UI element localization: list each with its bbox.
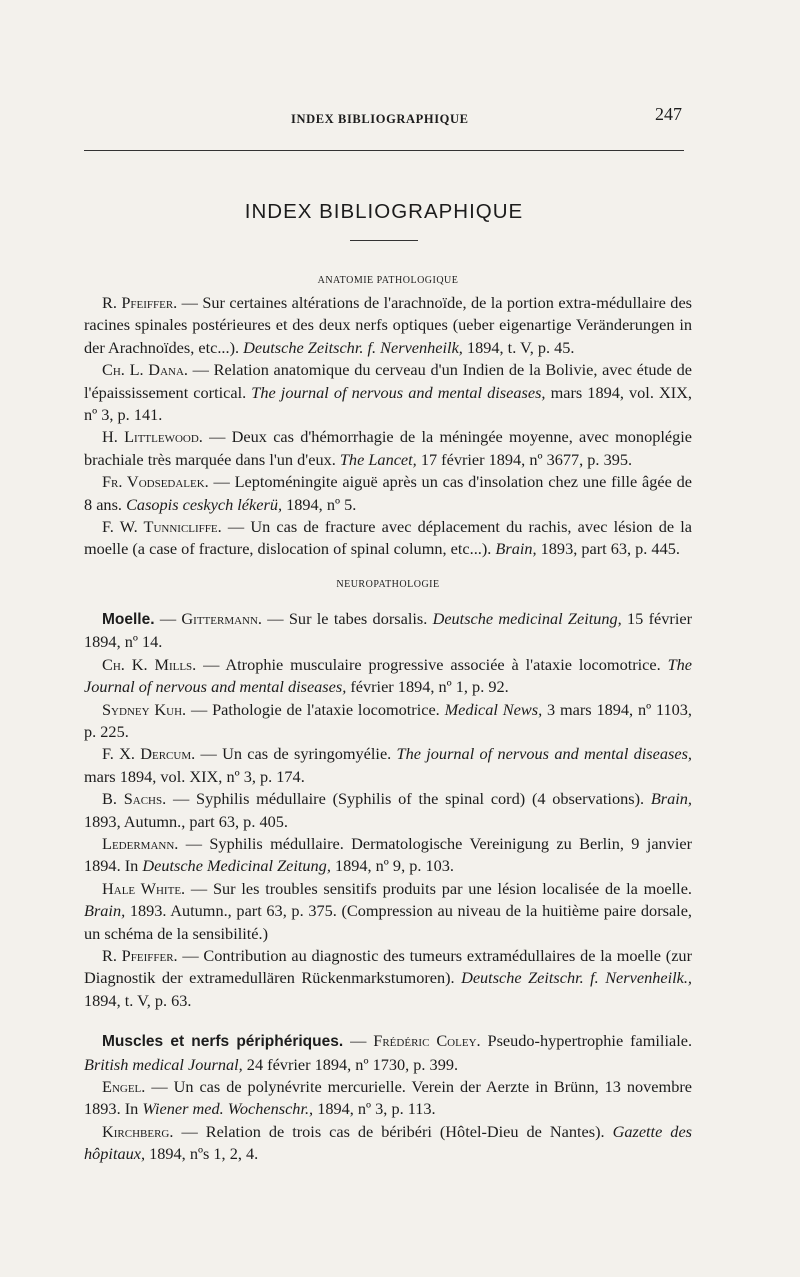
bibliography-entry [84, 516, 692, 561]
entry-ref: 1894, t. V, p. 45. [462, 337, 575, 357]
entry-journal: The journal of nervous and mental diseases, [251, 382, 546, 402]
entry-journal: The Journal of nervous and mental diseases, [84, 654, 693, 697]
bibliography-entry [84, 1121, 692, 1166]
entry-text: — Un cas de fracture avec déplacement du rachis, avec lésion de la moelle (a case of fracture, dislocation of spinal column, etc...). [84, 517, 692, 559]
entry-ref: 15 février 1894, nº 14. [84, 608, 692, 652]
entry-ref: 1893, part 63, p. 445. [536, 539, 680, 559]
bibliography-entry [84, 359, 692, 426]
entry-journal: Deutsche Medicinal Zeitung, [142, 856, 331, 876]
entry-ref: 1893. Autumn., part 63, p. 375. (Compression au niveau de la huitième paire dorsale, un schéma de la sensibilité.) [84, 901, 692, 943]
entry-text: — Atrophie musculaire progressive associée à l'ataxie locomotrice. [196, 654, 668, 674]
section-spacer [84, 1012, 692, 1030]
entry-text: — Deux cas d'hémorrhagie de la méningée moyenne, avec monoplégie brachiale très marquée dans l'un d'eux. [84, 427, 692, 469]
entry-author: B. Sachs. [102, 789, 167, 809]
entry-ref: 1894, nº 3, p. 113. [313, 1099, 436, 1119]
bibliography-entry [84, 945, 692, 1012]
bibliography-entry [84, 878, 692, 945]
entry-ref: 1894, nº 9, p. 103. [330, 856, 454, 876]
section-heading: NEUROPATHOLOGIE [336, 578, 440, 590]
bibliography-body [84, 270, 692, 1166]
entry-journal: Wiener med. Wochenschr., [142, 1099, 314, 1119]
entry-journal: British medical Journal, [84, 1054, 243, 1074]
entry-topic: Moelle. [102, 610, 155, 628]
entry-author: Hale White. [102, 878, 186, 898]
entry-author: Kirchberg. [102, 1121, 174, 1141]
entry-ref: 1893, Autumn., part 63, p. 405. [84, 811, 288, 831]
entry-ref: mars 1894, vol. XIX, nº 3, p. 174. [84, 766, 305, 786]
entry-text: — Syphilis médullaire. Dermatologische Vereinigung zu Berlin, 9 janvier 1894. In [84, 833, 692, 876]
entry-author: F. X. Dercum. [102, 744, 196, 764]
entry-text: — Contribution au diagnostic des tumeurs extramédullaires de la moelle (zur Diagnostik der extramedullären Rückenmarkstumoren). [84, 945, 692, 988]
entry-text: — Pathologie de l'ataxie locomotrice. [186, 699, 445, 719]
title-rule [350, 240, 418, 241]
section-spacer [84, 596, 692, 608]
entry-journal: Brain, [650, 789, 693, 809]
entry-author: Ledermann. [102, 833, 179, 853]
section-spacer [84, 561, 692, 574]
bibliography-entry [84, 743, 692, 788]
bibliography-entry [84, 654, 692, 699]
bibliography-entry [84, 699, 692, 744]
entry-journal: Deutsche Zeitschr. f. Nervenheilk., [461, 968, 692, 988]
entry-text: — Sur les troubles sensitifs produits par une lésion localisée de la moelle. [185, 878, 692, 898]
entry-text: — Syphilis médullaire (Syphilis of the spinal cord) (4 observations). [166, 789, 651, 809]
section-heading: ANATOMIE PATHOLOGIQUE [317, 275, 459, 286]
entry-journal: Brain, [84, 901, 126, 921]
entry-author: — Frédéric Coley. [343, 1031, 481, 1051]
entry-author: Fr. Vodsedalek. [102, 472, 209, 492]
bibliography-entry [84, 1030, 692, 1076]
bibliography-entry [84, 1076, 692, 1121]
entry-journal: Casopis ceskych lékerü, [126, 494, 283, 514]
entry-journal: Brain, [495, 539, 537, 559]
entry-journal: Gazette des hôpitaux, [84, 1121, 693, 1164]
bibliography-entry [84, 608, 692, 654]
entry-text: — Leptoméningite aiguë après un cas d'insolation chez une fille âgée de 8 ans. [84, 472, 693, 514]
entry-text: — Relation anatomique du cerveau d'un Indien de la Bolivie, avec étude de l'épaississement cortical. [84, 360, 692, 402]
entry-author: Ch. K. Mills. [102, 654, 197, 674]
entry-text: — Un cas de syringomyélie. [195, 744, 397, 764]
header-rule [84, 150, 684, 151]
entry-text: — Relation de trois cas de béribéri (Hôtel-Dieu de Nantes). [173, 1121, 613, 1141]
entry-ref: 24 février 1894, nº 1730, p. 399. [242, 1054, 459, 1074]
entry-ref: 1894, t. V, p. 63. [84, 990, 192, 1010]
entry-text: Pseudo-hypertrophie familiale. [480, 1031, 693, 1051]
entry-ref: février 1894, nº 1, p. 92. [346, 677, 509, 697]
entry-topic: Muscles et nerfs périphériques. [102, 1033, 344, 1051]
entry-ref: 17 février 1894, nº 3677, p. 395. [416, 449, 633, 469]
entry-text: — Un cas de polynévrite mercurielle. Verein der Aerzte in Brünn, 13 novembre 1893. In [84, 1077, 692, 1119]
entry-author: F. W. Tunnicliffe. [102, 517, 222, 537]
entry-author: — Gittermann. [154, 608, 263, 628]
running-title: INDEX BIBLIOGRAPHIQUE [291, 112, 469, 126]
entry-ref: 1894, nº 5. [282, 494, 357, 514]
bibliography-entry [84, 833, 692, 878]
entry-ref: 1894, nºs 1, 2, 4. [145, 1144, 259, 1164]
entry-journal: Deutsche Zeitschr. f. Nervenheilk, [243, 337, 463, 357]
entry-author: Ch. L. Dana. [102, 360, 188, 380]
bibliography-entry [84, 788, 692, 833]
entry-author: R. Pfeiffer. [102, 293, 178, 312]
entry-journal: The journal of nervous and mental diseases, [396, 744, 692, 764]
entry-text: — Sur certaines altérations de l'arachnoïde, de la portion extra-médullaire des racines spinales postérieures et des deux nerfs optiques (ueber eigenartige Veränderungen in der Arachnoïdes, etc...). [84, 293, 693, 357]
bibliography-entry [84, 471, 692, 516]
entry-author: R. Pfeiffer. [102, 945, 178, 965]
entry-author: H. Littlewood. [102, 427, 203, 447]
entry-author: Sydney Kuh. [102, 699, 187, 719]
page-title: INDEX BIBLIOGRAPHIQUE [244, 200, 524, 223]
entry-author: Engel. [102, 1077, 146, 1096]
entry-journal: The Lancet, [339, 449, 417, 469]
entry-journal: Deutsche medicinal Zeitung, [432, 608, 622, 628]
entry-ref: 3 mars 1894, nº 1103, p. 225. [84, 699, 692, 741]
entry-ref: mars 1894, vol. XIX, nº 3, p. 141. [84, 382, 693, 425]
entry-text: — Sur le tabes dorsalis. [262, 608, 433, 628]
entry-journal: Medical News, [444, 699, 543, 719]
page-number: 247 [655, 104, 682, 124]
running-head [84, 104, 684, 134]
bibliography-entry [84, 426, 692, 471]
bibliography-entry [84, 292, 692, 359]
